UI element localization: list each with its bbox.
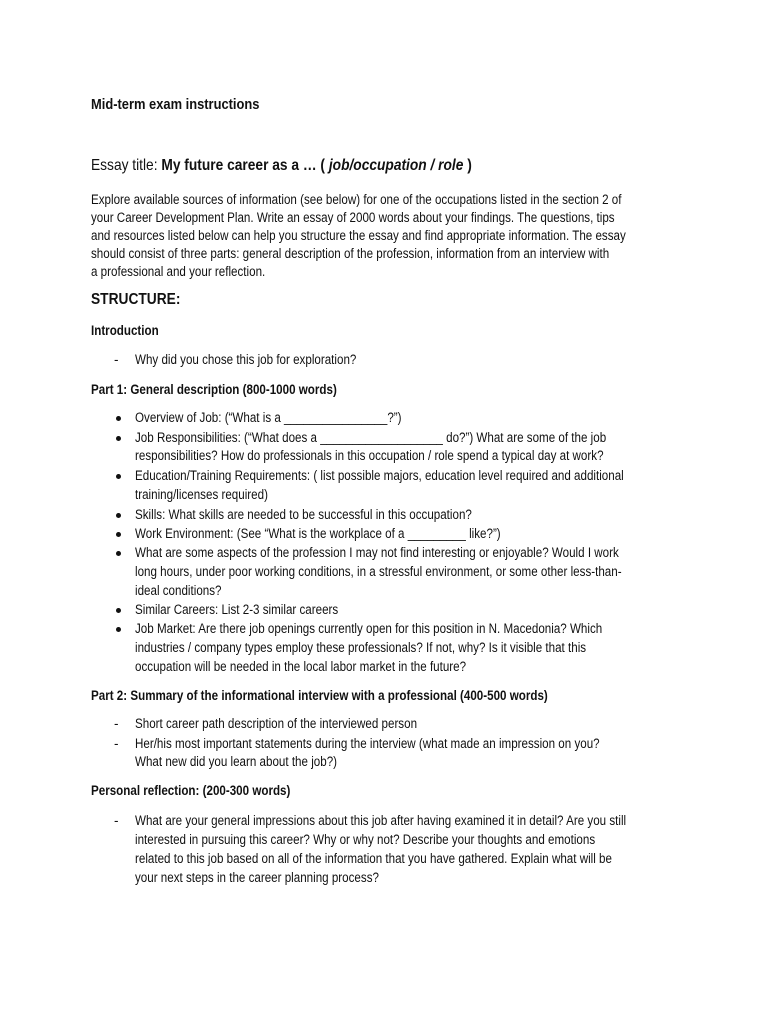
list-item-text: related to this job based on all of the information that you have gathered. Explain what will be [135,851,612,866]
intro-line: your Career Development Plan. Write an essay of 2000 words about your findings. The questions, tips [91,210,615,225]
bullet-icon [116,436,121,441]
essay-title-prefix: Essay title: [91,157,162,174]
introduction-heading: Introduction [91,323,159,338]
list-item-text: Work Environment: (See “What is the workplace of a _________ like?”) [135,526,501,541]
list-item-text: Skills: What skills are needed to be successful in this occupation? [135,507,472,522]
list-item-text: industries / company types employ these professionals? If not, why? Is it visible that this [135,640,587,655]
bullet-icon [116,513,121,518]
list-item-text: Job Responsibilities: (“What does a ___________________ do?”) What are some of the job [135,430,607,445]
list-item-text: What are your general impressions about this job after having examined it in detail? Are you still [135,813,627,828]
list-item-text: interested in pursuing this career? Why or why not? Describe your thoughts and emotions [135,832,596,847]
list-item-text: Her/his most important statements during the interview (what made an impression on you? [135,736,600,751]
bullet-icon [116,532,121,537]
part2-heading: Part 2: Summary of the informational interview with a professional (400-500 words) [91,688,548,703]
list-item-text: Education/Training Requirements: ( list possible majors, education level required and additional [135,468,624,483]
bullet-icon [116,416,121,421]
essay-title-suffix: ) [463,157,472,174]
dash-marker: - [114,716,119,731]
document-heading: Mid-term exam instructions [91,96,260,113]
list-item-text: Similar Careers: List 2-3 similar careers [135,602,339,617]
bullet-icon [116,474,121,479]
intro-line: Explore available sources of information (see below) for one of the occupations listed in the section 2 of [91,192,622,207]
list-item-text: What new did you learn about the job?) [135,754,338,769]
dash-marker: - [114,736,119,751]
list-item-text: ideal conditions? [135,583,222,598]
part1-heading: Part 1: General description (800-1000 words) [91,382,337,397]
intro-line: should consist of three parts: general description of the profession, information from an interview with [91,246,610,261]
list-item-text: Job Market: Are there job openings currently open for this position in N. Macedonia? Which [135,621,603,636]
essay-title-main: My future career as a … ( [161,157,329,174]
list-item-text: long hours, under poor working conditions, in a stressful environment, or some other less-than- [135,564,622,579]
dash-marker: - [114,352,119,367]
essay-title [91,156,472,175]
reflection-heading: Personal reflection: (200-300 words) [91,783,291,798]
bullet-icon [116,627,121,632]
list-item-text: your next steps in the career planning process? [135,870,379,885]
list-item-text: Overview of Job: (“What is a ________________?”) [135,410,402,425]
list-item-text: Short career path description of the interviewed person [135,716,418,731]
list-item-text: responsibilities? How do professionals in this occupation / role spend a typical day at work? [135,448,604,463]
list-item-text: What are some aspects of the profession I may not find interesting or enjoyable? Would I work [135,545,619,560]
structure-heading: STRUCTURE: [91,291,181,308]
intro-line: and resources listed below can help you structure the essay and find appropriate information. The essay [91,228,626,243]
bullet-icon [116,608,121,613]
list-item-text: training/licenses required) [135,487,268,502]
bullet-icon [116,551,121,556]
intro-line: a professional and your reflection. [91,264,266,279]
dash-marker: - [114,813,119,828]
list-item-text: occupation will be needed in the local labor market in the future? [135,659,467,674]
list-item-text: Why did you chose this job for exploration? [135,352,357,367]
essay-title-emphasis: job/occupation / role [328,157,464,174]
